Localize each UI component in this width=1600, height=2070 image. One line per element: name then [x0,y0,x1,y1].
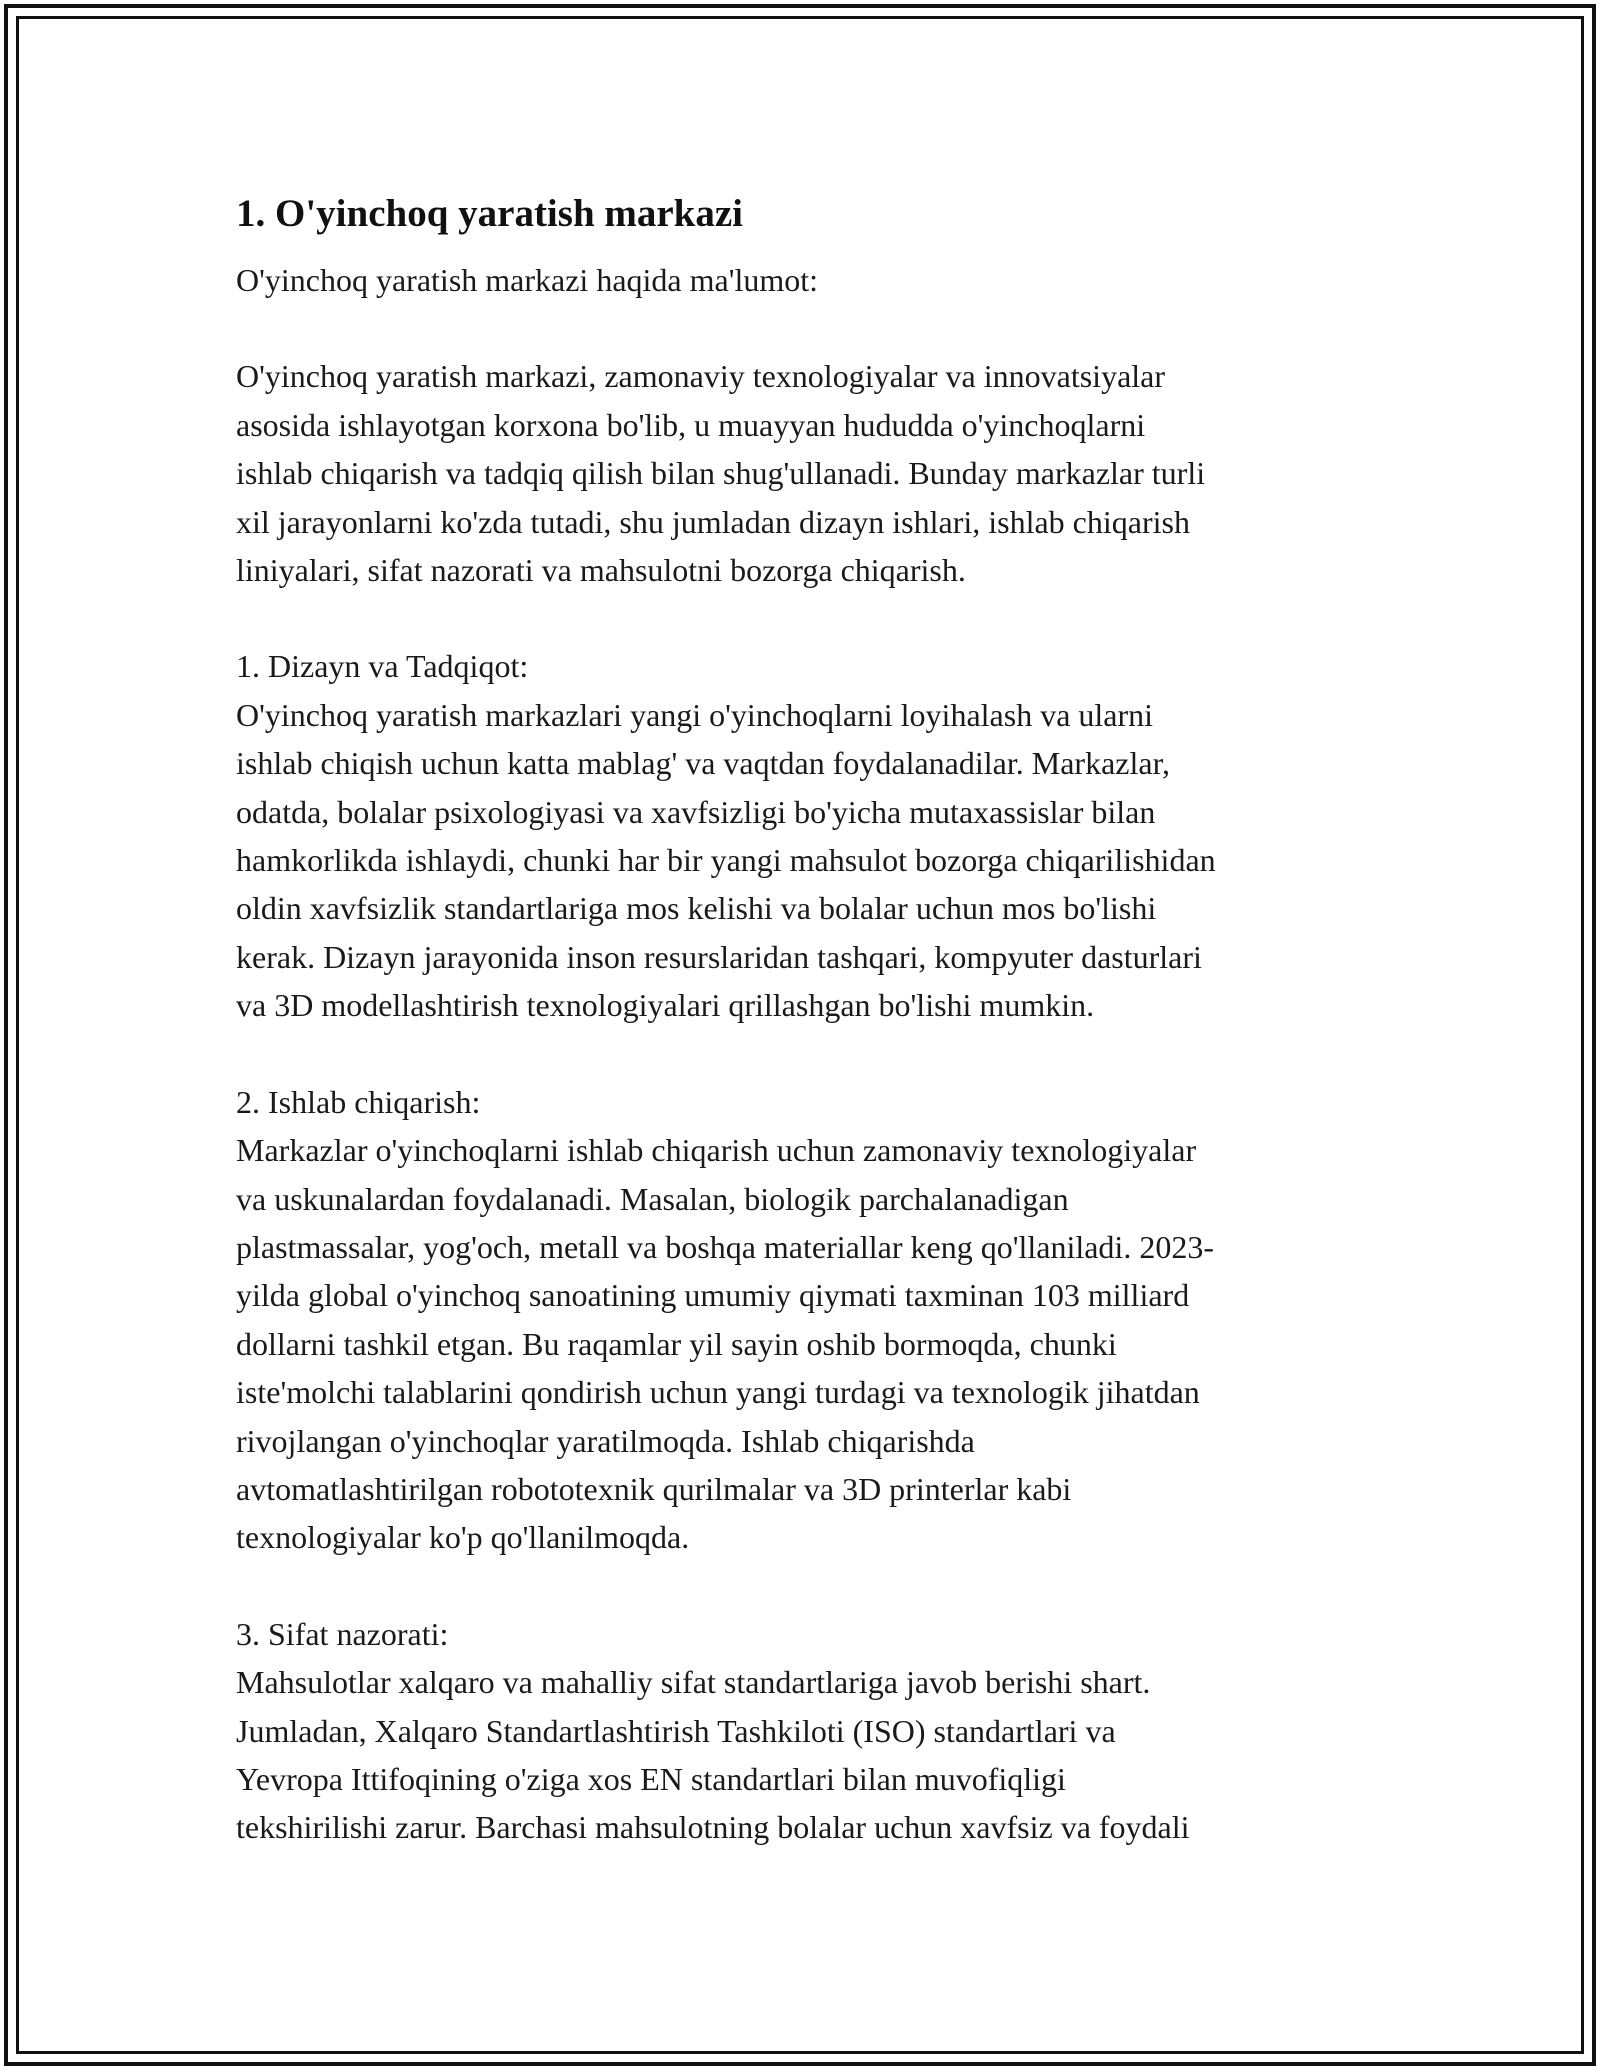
section-production [236,1078,1366,1562]
section-line: hamkorlikda ishlaydi, chunki har bir yangi mahsulot bozorga chiqarilishidan [236,842,1216,879]
section-line: avtomatlashtirilgan robototexnik qurilmalar va 3D printerlar kabi [236,1470,1072,1507]
section-line: va 3D modellashtirish texnologiyalari qrillashgan bo'lishi mumkin. [236,987,1095,1024]
section-line: Mahsulotlar xalqaro va mahalliy sifat standartlariga javob berishi shart. [236,1664,1151,1701]
section-line: texnologiyalar ko'p qo'llanilmoqda. [236,1519,690,1556]
section-line: odatda, bolalar psixologiyasi va xavfsizligi bo'yicha mutaxassislar bilan [236,793,1156,830]
intro-line: liniyalari, sifat nazorati va mahsulotni bozorga chiqarish. [236,552,966,589]
document-title: 1. O'yinchoq yaratish markazi [236,192,744,235]
section-design-research [236,642,1366,1029]
section-line: O'yinchoq yaratish markazlari yangi o'yinchoqlarni loyihalash va ularni [236,696,1154,733]
paragraph-spacer [236,304,1366,352]
section-quality-control [236,1610,1366,1852]
section-line: kerak. Dizayn jarayonida inson resurslaridan tashqari, kompyuter dasturlari [236,938,1202,975]
section-line: yilda global o'yinchoq sanoatining umumiy qiymati taxminan 103 milliard [236,1277,1190,1314]
section-line: ishlab chiqish uchun katta mablag' va vaqtdan foydalanadilar. Markazlar, [236,745,1170,782]
intro-line: xil jarayonlarni ko'zda tutadi, shu jumladan dizayn ishlari, ishlab chiqarish [236,503,1190,540]
intro-line: O'yinchoq yaratish markazi, zamonaviy texnologiyalar va innovatsiyalar [236,358,1166,395]
section-line: rivojlangan o'yinchoqlar yaratilmoqda. Ishlab chiqarishda [236,1422,975,1459]
section-line: Jumladan, Xalqaro Standartlashtirish Tashkiloti (ISO) standartlari va [236,1712,1116,1749]
section-line: dollarni tashkil etgan. Bu raqamlar yil sayin oshib bormoqda, chunki [236,1325,1117,1362]
section-heading: 2. Ishlab chiqarish: [236,1083,481,1120]
intro-label: O'yinchoq yaratish markazi haqida ma'lumot: [236,262,819,298]
section-line: plastmassalar, yog'och, metall va boshqa materiallar keng qo'llaniladi. 2023- [236,1228,1214,1265]
section-line: va uskunalardan foydalanadi. Masalan, biologik parchalanadigan [236,1180,1069,1217]
section-line: Yevropa Ittifoqining o'ziga xos EN standartlari bilan muvofiqligi [236,1760,1066,1797]
intro-line: asosida ishlayotgan korxona bo'lib, u muayyan hududda o'yinchoqlarni [236,406,1146,443]
section-line: iste'molchi talablarini qondirish uchun yangi turdagi va texnologik jihatdan [236,1374,1200,1411]
section-line: oldin xavfsizlik standartlariga mos kelishi va bolalar uchun mos bo'lishi [236,890,1157,927]
intro-paragraph [236,352,1366,594]
section-line: tekshirilishi zarur. Barchasi mahsulotning bolalar uchun xavfsiz va foydali [236,1809,1190,1846]
section-line: Markazlar o'yinchoqlarni ishlab chiqarish uchun zamonaviy texnologiyalar [236,1132,1197,1169]
section-heading: 1. Dizayn va Tadqiqot: [236,648,529,685]
document-body [236,184,1366,1852]
paragraph-spacer [236,1562,1366,1610]
section-heading: 3. Sifat nazorati: [236,1615,449,1652]
paragraph-spacer [236,1030,1366,1078]
paragraph-spacer [236,594,1366,642]
intro-line: ishlab chiqarish va tadqiq qilish bilan shug'ullanadi. Bunday markazlar turli [236,455,1206,492]
